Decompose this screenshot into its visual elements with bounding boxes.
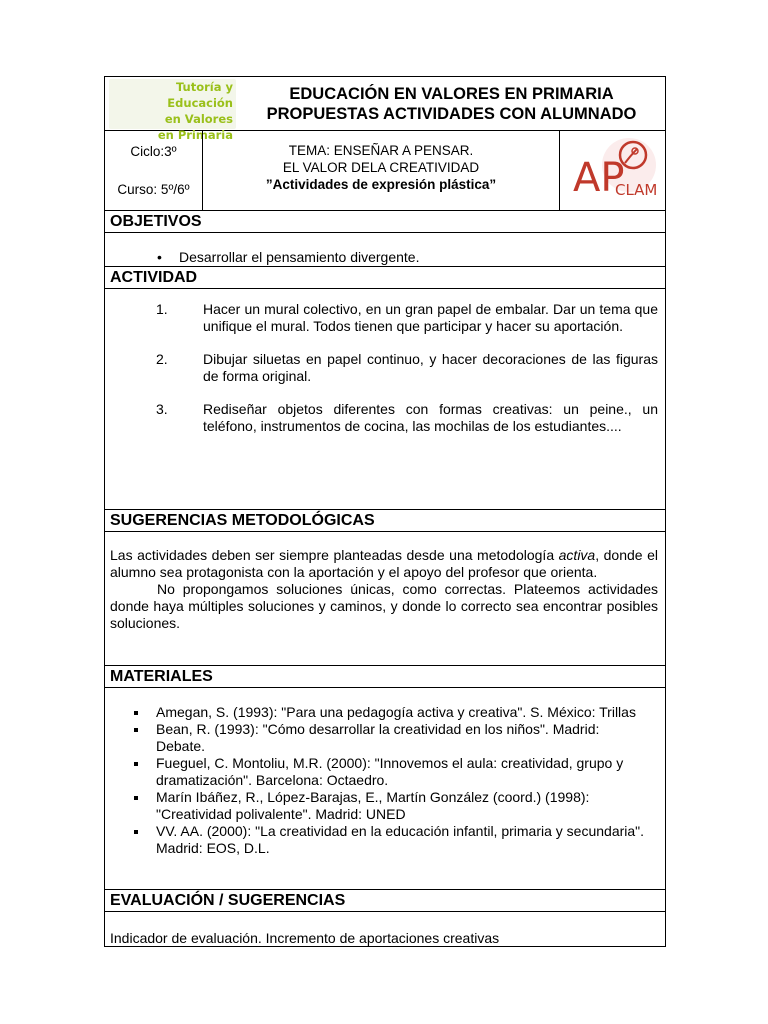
sugerencias-paragraph-2: No propongamos soluciones únicas, como correctas. Plateemos actividades donde haya múltiples soluciones y caminos, y donde lo correcto sea encontrar posibles soluciones. (110, 581, 658, 631)
p1-text-start: Las actividades deben ser siempre planteadas desde una metodología (110, 547, 559, 563)
activity-text: Rediseñar objetos diferentes con formas creativas: un peine., un teléfono, instrumentos de cocina, las mochilas de los estudiantes.... (203, 401, 658, 434)
sugerencias-paragraph-1 (110, 547, 658, 581)
apclam-logo (560, 131, 665, 210)
section-heading-actividad: ACTIVIDAD (104, 267, 666, 289)
section-heading-materiales: MATERIALES (104, 666, 666, 688)
p1-text-end: , donde el alumno sea protagonista con la aportación y el apoyo del profesor que orienta. (110, 547, 658, 580)
list-item: VV. AA. (2000): "La creatividad en la educación infantil, primaria y secundaria". Madrid: EOS, D.L. (105, 823, 665, 857)
list-item: Bean, R. (1993): "Cómo desarrollar la creatividad en los niños". Madrid: Debate. (105, 721, 665, 755)
list-item: Amegan, S. (1993): "Para una pedagogía activa y creativa". S. México: Trillas (105, 704, 665, 721)
section-heading-objetivos: OBJETIVOS (104, 211, 666, 233)
logo-line-2: en Valores (164, 111, 233, 126)
page-title (238, 84, 665, 124)
activity-item (105, 401, 665, 435)
p1-emphasis: activa (558, 547, 596, 563)
activity-text: Dibujar siluetas en papel continuo, y hacer decoraciones de las figuras de forma original. (203, 351, 658, 384)
section-heading-evaluacion: EVALUACIÓN / SUGERENCIAS (104, 890, 666, 912)
logo-line-3: en Primaria (157, 127, 233, 142)
list-item: Marín Ibáñez, R., López-Barajas, E., Martín González (coord.) (1998): "Creatividad polivalente". Madrid: UNED (105, 789, 665, 823)
list-item: Fueguel, C. Montoliu, M.R. (2000): "Innovemos el aula: creatividad, grupo y dramatización". Barcelona: Octaedro. (105, 755, 665, 789)
program-logo (105, 77, 238, 142)
title-line-1: EDUCACIÓN EN VALORES EN PRIMARIA (289, 84, 614, 103)
logo-clam-text: CLAM (614, 180, 657, 199)
logo-ap-text: AP (572, 154, 624, 201)
activity-item (105, 301, 665, 335)
curso-label: Curso: 5º/6º (117, 182, 190, 197)
topic-info (203, 131, 560, 210)
title-line-2: PROPUESTAS ACTIVIDADES CON ALUMNADO (266, 104, 637, 123)
activity-number: 2. (156, 351, 168, 367)
activity-number: 1. (156, 301, 168, 317)
sugerencias-body (104, 532, 666, 666)
activity-item (105, 351, 665, 385)
document (104, 76, 666, 947)
info-row (104, 131, 666, 211)
tema-line-1: TEMA: ENSEÑAR A PENSAR. (288, 143, 474, 158)
objetivos-body (104, 233, 666, 267)
list-item: • Desarrollar el pensamiento divergente. (105, 249, 665, 266)
evaluacion-body: Indicador de evaluación. Incremento de aportaciones creativas (104, 912, 666, 947)
apclam-logo-icon (567, 135, 659, 207)
logo-line-1: Tutoría y Educación (167, 79, 233, 110)
actividad-body (104, 289, 666, 510)
header (104, 76, 666, 142)
ciclo-label: Ciclo:3º (130, 144, 177, 159)
activity-number: 3. (156, 401, 168, 417)
activity-text: Hacer un mural colectivo, en un gran papel de embalar. Dar un tema que unifique el mural. Todos tienen que participar y hacer su aportación. (203, 301, 658, 334)
tema-line-3: ”Actividades de expresión plástica” (265, 177, 497, 192)
course-info (105, 131, 203, 210)
materiales-body (104, 688, 666, 890)
tema-line-2: EL VALOR DELA CREATIVIDAD (282, 160, 480, 175)
section-heading-sugerencias: SUGERENCIAS METODOLÓGICAS (104, 510, 666, 532)
